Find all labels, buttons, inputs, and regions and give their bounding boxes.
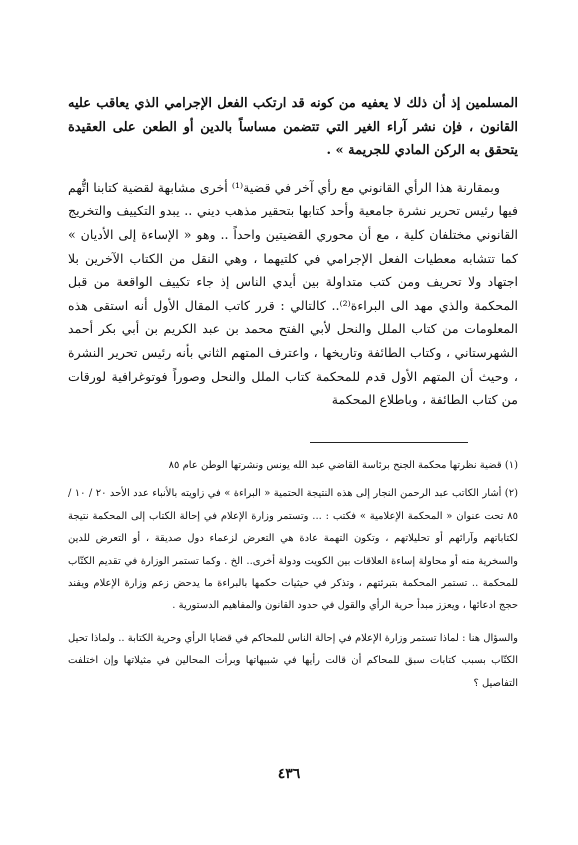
footnotes xyxy=(68,455,518,695)
paragraph-comparison: وبمقارنة هذا الرأي القانوني مع رأي آخر في قضية⁽¹⁾ أخرى مشابهة لقضية كتابنا اتُّهم فيها رئيس تحرير نشرة جامعية وأحد كتابها بتحقير مذهب ديني .. يبدو التكييف والتخريج القانوني مختلفان كلية ، مع أن محوري القضيتين واحداً .. وهو « الإساءة إلى الأديان » كما تتشابه معطيات الفعل الإجرامي في كلتيهما ، وهي النقل من الكتاب الآخرين بلا اجتهاد ولا تحريف ومن كتب متداولة بين أيدي الناس إذ جاء تكييف الواقعة من قبل المحكمة والذي مهد الى البراءة⁽²⁾.. كالتالي : قرر كاتب المقال الأول أنه استقى هذه المعلومات من كتاب الملل والنحل لأبي الفتح محمد بن عبد الكريم بن أبي بكر أحمد الشهرستاني ، وكتاب الطائفة وتاريخها ، واعترف المتهم الثاني بأنه رئيس تحرير النشرة ، وحيث أن المتهم الأول قدم للمحكمة كتاب الملل والنحل وصوراً فوتوغرافية لورقات من كتاب الطائفة ، وباطلاع المحكمة xyxy=(68,179,518,408)
page-number: ٤٣٦ xyxy=(277,766,301,782)
footnote-separator xyxy=(310,442,468,443)
footnote-1: (١) قضية نظرتها محكمة الجنح برئاسة القاضي عبد الله يونس ونشرتها الوطن عام ٨٥ xyxy=(168,460,518,471)
main-text xyxy=(68,92,518,412)
paragraph-continuation: المسلمين إذ أن ذلك لا يعفيه من كونه قد ارتكب الفعل الإجرامي الذي يعاقب عليه القانون ، فإن نشر آراء الغير التي تتضمن مساساً بالدين أو الطعن على العقيدة يتحقق به الركن المادي للجريمة » . xyxy=(68,96,518,159)
footnote-2: (٢) أشار الكاتب عبد الرحمن النجار إلى هذه النتيجة الحتمية « البراءة » في زاويته بالأنباء عدد الأحد ٢٠ / ١٠ / ٨٥ تحت عنوان « المحكمة الإعلامية » فكتب : ... وتستمر وزارة الإعلام في إحالة الكتاب إلى المحكمة نتيجة لكتاباتهم وآرائهم أو تحليلاتهم ، وتكون التهمة عادة هي التعرض لزعماء دول صديقة ، أو التعرض للدين والسخرية منه أو محاولة إساءة العلاقات بين الكويت ودولة أخرى.. الخ . وكما تستمر الوزارة في تقديم الكتّاب للمحكمة .. تستمر المحكمة بتبرئتهم ، وتذكر في حيثيات حكمها بالبراءة ما يدحض زعم وزارة الإعلام ويفند حجج ادعائها ، ويعزز مبدأ حرية الرأي والقول في حدود القانون والمفاهيم الدستورية . xyxy=(68,488,518,612)
footnote-question: والسؤال هنا : لماذا تستمر وزارة الإعلام في إحالة الناس للمحاكم في قضايا الرأي وحرية الكتابة .. ولماذا تحيل الكتّاب بسبب كتابات سبق للمحاكم أن قالت رأيها في شبيهاتها وبرأت المحالين في مثيلاتها وإن اختلفت التفاصيل ؟ xyxy=(68,632,519,689)
